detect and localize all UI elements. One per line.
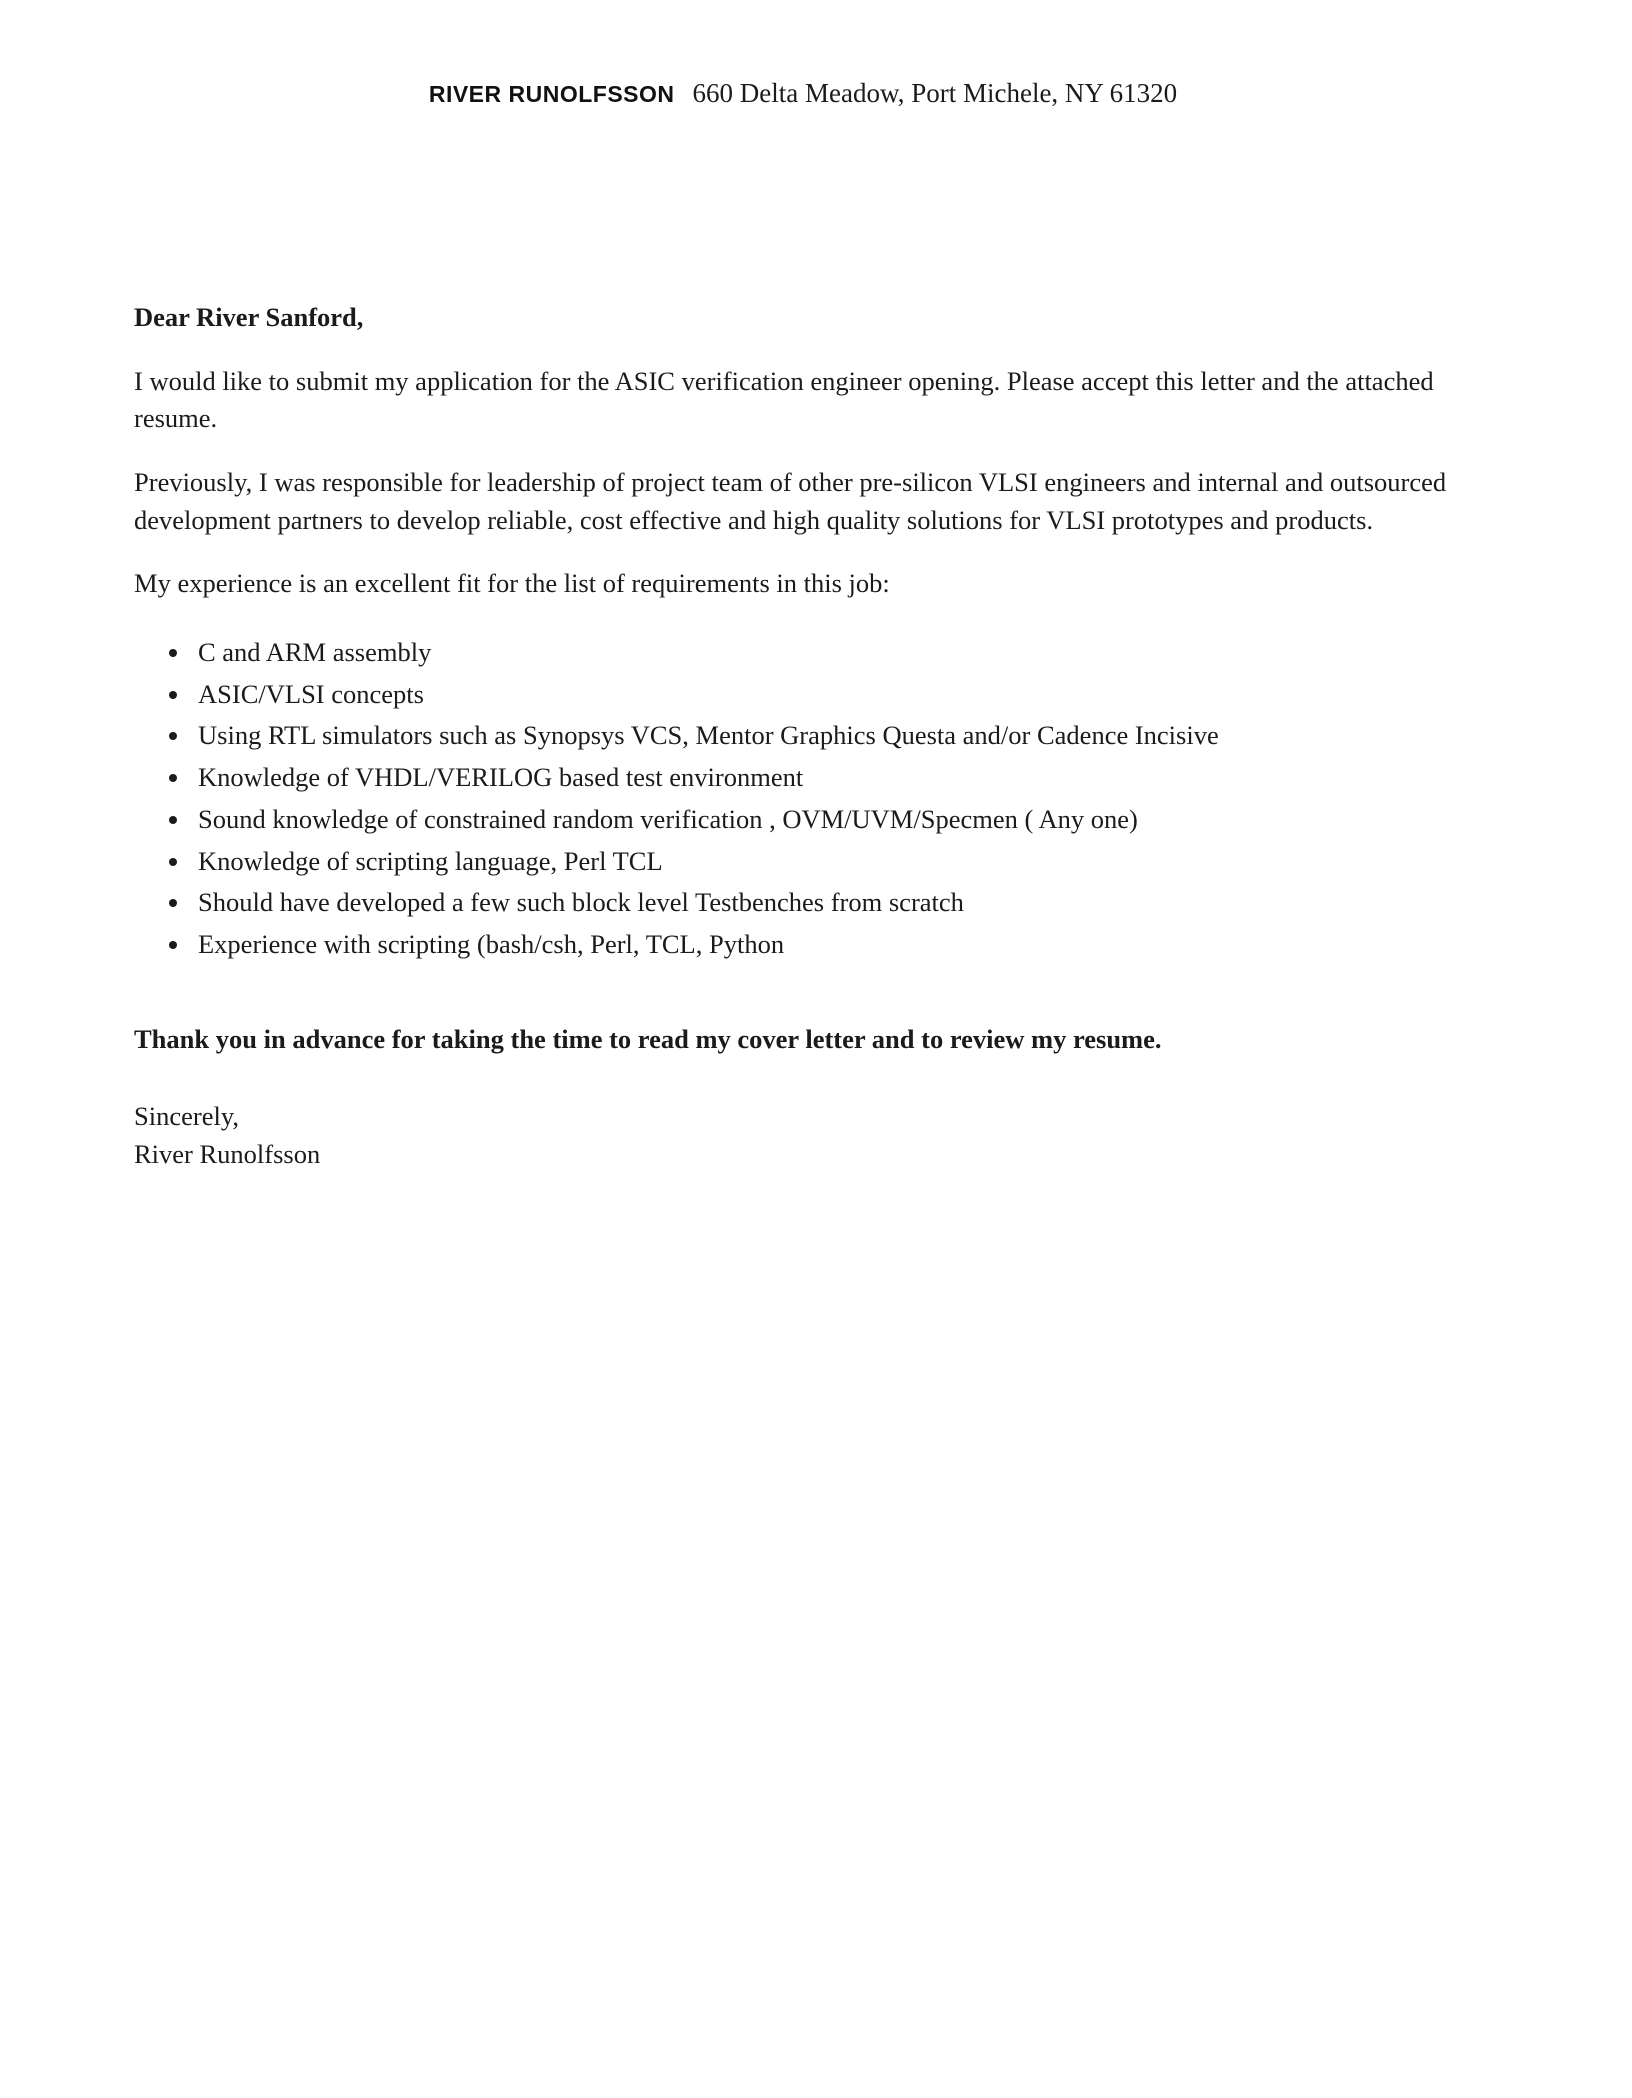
requirements-list — [134, 633, 1472, 965]
requirement-item: • Knowledge of VHDL/VERILOG based test environment — [192, 758, 1472, 798]
requirement-item: • Using RTL simulators such as Synopsys VCS, Mentor Graphics Questa and/or Cadence Incisive — [192, 716, 1472, 756]
sender-name: RIVER RUNOLFSSON — [428, 81, 675, 107]
letter-header — [134, 78, 1472, 109]
requirement-item: • ASIC/VLSI concepts — [192, 675, 1472, 715]
signature-name: River Runolfsson — [134, 1139, 321, 1169]
letter-body — [134, 299, 1472, 1174]
paragraph-fit: My experience is an excellent fit for the list of requirements in this job: — [134, 568, 890, 599]
requirement-item: • Should have developed a few such block level Testbenches from scratch — [192, 883, 1472, 923]
paragraph-intro: I would like to submit my application for the ASIC verification engineer opening. Please accept this letter and the attached resume. — [134, 365, 1434, 434]
requirement-item: • Sound knowledge of constrained random verification , OVM/UVM/Specmen ( Any one) — [192, 800, 1472, 840]
closing-thanks: Thank you in advance for taking the time to read my cover letter and to review my resume. — [134, 1023, 1162, 1054]
signoff-block — [134, 1098, 1472, 1173]
requirement-item: • Knowledge of scripting language, Perl TCL — [192, 842, 1472, 882]
sender-address: 660 Delta Meadow, Port Michele, NY 61320 — [692, 78, 1178, 108]
requirement-item: • Experience with scripting (bash/csh, Perl, TCL, Python — [192, 925, 1472, 965]
requirement-item: • C and ARM assembly — [192, 633, 1472, 673]
salutation: Dear River Sanford, — [134, 302, 364, 332]
signoff: Sincerely, — [134, 1101, 239, 1132]
paragraph-experience: Previously, I was responsible for leadership of project team of other pre-silicon VLSI engineers and internal and outsourced development partners to develop reliable, cost effective and high quality solutions for VLSI prototypes and products. — [134, 466, 1447, 535]
